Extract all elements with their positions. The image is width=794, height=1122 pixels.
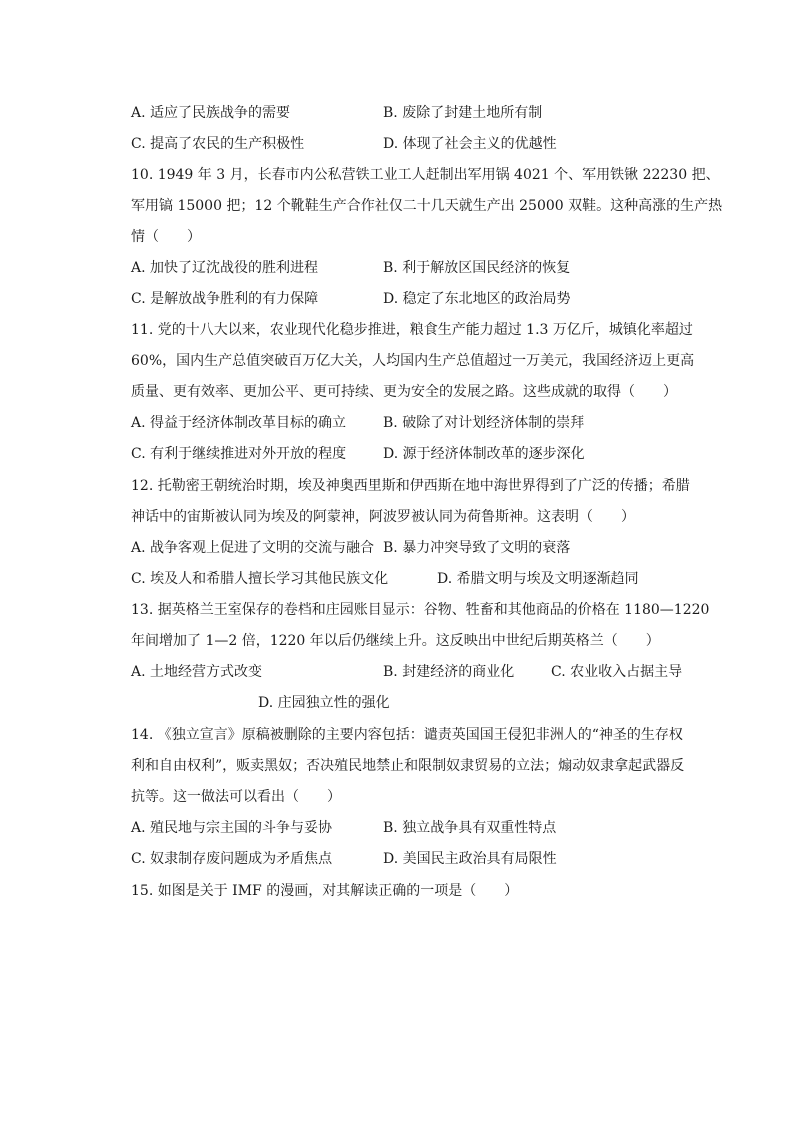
q12-option-d: D. 希腊文明与埃及文明逐渐趋同 (437, 571, 639, 587)
q13-option-a: A. 土地经营方式改变 (131, 664, 263, 680)
q14-option-c: C. 奴隶制存废问题成为矛盾焦点 (131, 851, 333, 867)
q9-option-b: B. 废除了封建土地所有制 (383, 105, 543, 121)
q10-option-b: B. 利于解放区国民经济的恢复 (383, 260, 571, 276)
q11-stem-line-2: 60%，国内生产总值突破百万亿大关，人均国内生产总值超过一万美元，我国经济迈上更高 (131, 353, 695, 369)
q9-option-c: C. 提高了农民的生产积极性 (131, 136, 305, 152)
q11-option-b: B. 破除了对计划经济体制的崇拜 (383, 415, 585, 431)
q11-option-d: D. 源于经济体制改革的逐步深化 (383, 446, 585, 462)
q12-stem-line-2: 神话中的宙斯被认同为埃及的阿蒙神，阿波罗被认同为荷鲁斯神。这表明（ ） (131, 509, 635, 525)
q11-option-c: C. 有利于继续推进对外开放的程度 (131, 446, 347, 462)
q14-stem-line-1: 14. 《独立宣言》原稿被删除的主要内容包括：谴责英国国王侵犯非洲人的“神圣的生存权 (131, 727, 683, 743)
q11-stem-line-3: 质量、更有效率、更加公平、更可持续、更为安全的发展之路。这些成就的取得（ ） (131, 384, 677, 400)
q14-stem-line-3: 抗等。这一做法可以看出（ ） (131, 789, 341, 805)
q13-option-d: D. 庄园独立性的强化 (258, 695, 390, 711)
q11-option-a: A. 得益于经济体制改革目标的确立 (131, 415, 347, 431)
q10-option-c: C. 是解放战争胜利的有力保障 (131, 291, 319, 307)
q14-stem-line-2: 利和自由权利”，贩卖黑奴；否决殖民地禁止和限制奴隶贸易的立法；煽动奴隶拿起武器反 (131, 758, 685, 774)
q12-stem-line-1: 12. 托勒密王朝统治时期，埃及神奥西里斯和伊西斯在地中海世界得到了广泛的传播；希腊 (131, 478, 690, 494)
q14-option-a: A. 殖民地与宗主国的斗争与妥协 (131, 820, 333, 836)
q14-option-d: D. 美国民主政治具有局限性 (383, 851, 557, 867)
q14-option-b: B. 独立战争具有双重性特点 (383, 820, 557, 836)
q11-stem-line-1: 11. 党的十八大以来，农业现代化稳步推进，粮食生产能力超过 1.3 万亿斤，城镇化率超过 (131, 322, 693, 338)
q10-option-d: D. 稳定了东北地区的政治局势 (383, 291, 571, 307)
q12-option-b: B. 暴力冲突导致了文明的衰落 (383, 540, 571, 556)
q12-option-a: A. 战争客观上促进了文明的交流与融合 (131, 540, 375, 556)
q10-stem-line-3: 情（ ） (131, 229, 201, 245)
q15-stem-line-1: 15. 如图是关于 IMF 的漫画，对其解读正确的一项是（ ） (131, 883, 519, 899)
q10-stem-line-2: 军用镐 15000 把；12 个靴鞋生产合作社仅二十几天就生产出 25000 双鞋。这种高涨的生产热 (131, 198, 723, 214)
q13-stem-line-1: 13. 据英格兰王室保存的卷档和庄园账目显示：谷物、牲畜和其他商品的价格在 1180—1220 (131, 602, 710, 618)
q10-option-a: A. 加快了辽沈战役的胜利进程 (131, 260, 319, 276)
q9-option-a: A. 适应了民族战争的需要 (131, 105, 291, 121)
q13-option-c: C. 农业收入占据主导 (551, 664, 683, 680)
q9-option-d: D. 体现了社会主义的优越性 (383, 136, 557, 152)
q13-option-b: B. 封建经济的商业化 (383, 664, 515, 680)
q10-stem-line-1: 10. 1949 年 3 月，长春市内公私营铁工业工人赶制出军用锅 4021 个、军用铁锹 22230 把、 (131, 167, 720, 183)
q12-option-c: C. 埃及人和希腊人擅长学习其他民族文化 (131, 571, 389, 587)
q13-stem-line-2: 年间增加了 1—2 倍，1220 年以后仍继续上升。这反映出中世纪后期英格兰（ ） (131, 633, 660, 649)
